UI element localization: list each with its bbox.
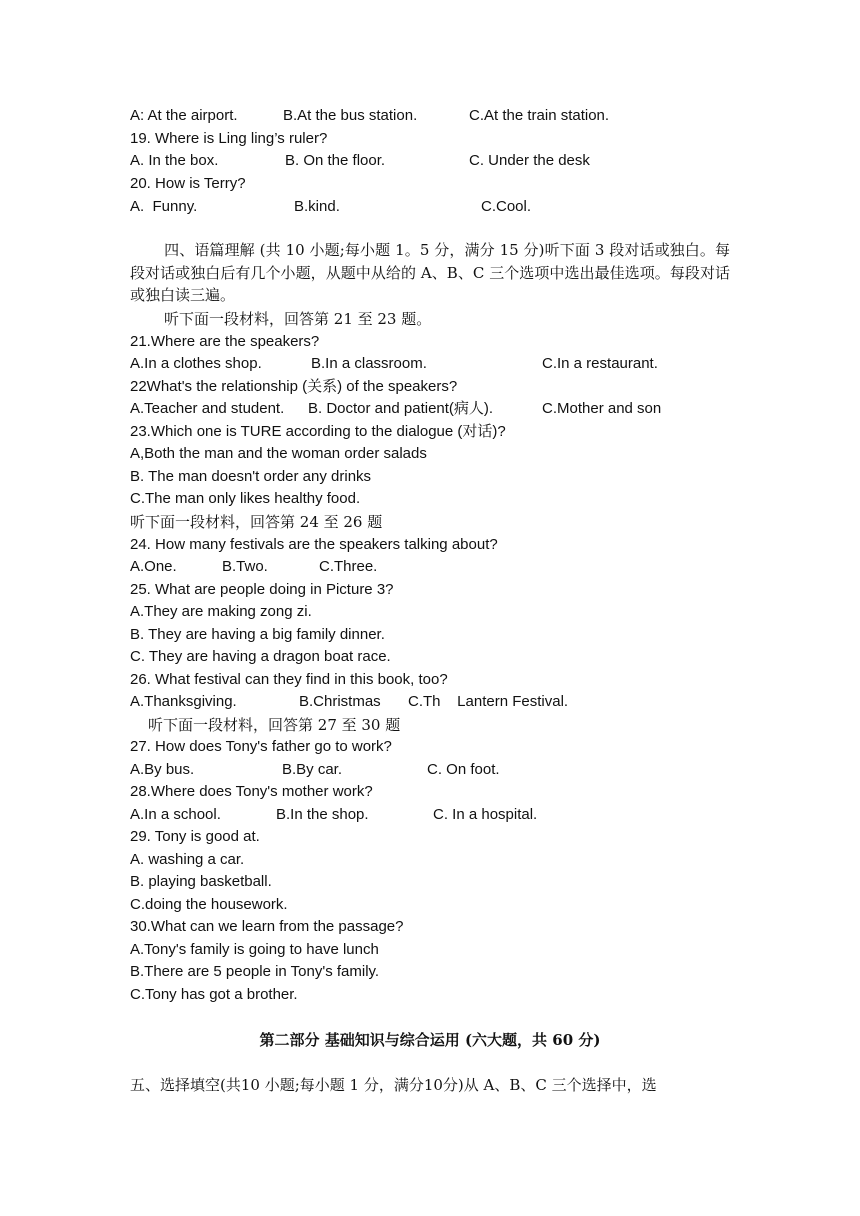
section4-sub1: 听下面一段材料，回答第 21 至 23 题。 — [164, 310, 432, 328]
q27-option-a: A.By bus. — [130, 761, 195, 778]
q26-option-b: B.Christmas — [299, 693, 381, 710]
q18-option-c: C.At the train station. — [469, 107, 610, 124]
q24-option-c: C.Three. — [319, 558, 378, 575]
q21-option-c: C.In a restaurant. — [542, 355, 658, 372]
q23-option-a: A,Both the man and the woman order salads — [130, 445, 427, 462]
q23-option-c: C.The man only likes healthy food. — [130, 490, 361, 507]
q29-option-a: A. washing a car. — [130, 851, 245, 868]
section4-sub2: 听下面一段材料，回答第 24 至 26 题 — [130, 513, 383, 531]
q22-option-c: C.Mother and son — [542, 400, 662, 417]
q29-question: 29. Tony is good at. — [130, 828, 260, 845]
q22-option-a: A.Teacher and student. — [130, 400, 285, 417]
q29-option-c: C.doing the housework. — [130, 896, 288, 913]
q21-question: 21.Where are the speakers? — [130, 333, 320, 350]
q19-option-b: B. On the floor. — [285, 152, 386, 169]
q22-question: 22What's the relationship (关系) of the speakers? — [130, 378, 458, 395]
q30-option-b: B.There are 5 people in Tony's family. — [130, 963, 380, 980]
q23-question: 23.Which one is TURE according to the dialogue (对话)? — [130, 423, 506, 440]
q20-option-a: A. Funny. — [130, 198, 198, 215]
q27-question: 27. How does Tony's father go to work? — [130, 738, 392, 755]
q26-option-a: A.Thanksgiving. — [130, 693, 237, 710]
q24-option-a: A.One. — [130, 558, 177, 575]
q25-question: 25. What are people doing in Picture 3? — [130, 581, 394, 598]
q25-option-a: A.They are making zong zi. — [130, 603, 312, 620]
q20-option-c: C.Cool. — [481, 198, 532, 215]
q21-option-b: B.In a classroom. — [311, 355, 427, 372]
q20-option-b: B.kind. — [294, 198, 340, 215]
q19-option-c: C. Under the desk — [469, 152, 590, 169]
q20-question: 20. How is Terry? — [130, 175, 246, 192]
section4-instructions: 四、语篇理解 (共 10 小题;每小题 1。5 分，满分 15 分)听下面 3 段对话或独白。每段对话或独白后有几个小题，从题中从给的 A、B、C 三个选项中选出最佳选项。每段对话或独白读三遍。 — [130, 241, 730, 304]
q18-option-b: B.At the bus station. — [283, 107, 418, 124]
q30-option-a: A.Tony's family is going to have lunch — [130, 941, 379, 958]
q19-option-a: A. In the box. — [130, 152, 219, 169]
q24-option-b: B.Two. — [222, 558, 268, 575]
section4-sub3: 听下面一段材料，回答第 27 至 30 题 — [148, 716, 401, 734]
q26-option-c: C.Th Lantern Festival. — [408, 693, 569, 710]
part2-heading: 第二部分 基础知识与综合运用 (六大题，共 60 分) — [259, 1031, 601, 1049]
q23-option-b: B. The man doesn't order any drinks — [130, 468, 372, 485]
q25-option-c: C. They are having a dragon boat race. — [130, 648, 391, 665]
q30-option-c: C.Tony has got a brother. — [130, 986, 298, 1003]
q22-option-b: B. Doctor and patient(病人). — [308, 400, 494, 417]
q19-question: 19. Where is Ling ling’s ruler? — [130, 130, 328, 147]
q24-question: 24. How many festivals are the speakers talking about? — [130, 536, 498, 553]
q27-option-b: B.By car. — [282, 761, 343, 778]
q18-option-a: A: At the airport. — [130, 107, 238, 124]
q26-question: 26. What festival can they find in this book, too? — [130, 671, 448, 688]
section5-instructions: 五、选择填空(共10 小题;每小题 1 分，满分10分)从 A、B、C 三个选择中，选 — [130, 1076, 657, 1094]
q25-option-b: B. They are having a big family dinner. — [130, 626, 385, 643]
q29-option-b: B. playing basketball. — [130, 873, 272, 890]
q21-option-a: A.In a clothes shop. — [130, 355, 262, 372]
q28-question: 28.Where does Tony's mother work? — [130, 783, 373, 800]
q27-option-c: C. On foot. — [427, 761, 500, 778]
q28-option-b: B.In the shop. — [276, 806, 369, 823]
q28-option-c: C. In a hospital. — [433, 806, 538, 823]
q30-question: 30.What can we learn from the passage? — [130, 918, 404, 935]
q28-option-a: A.In a school. — [130, 806, 221, 823]
